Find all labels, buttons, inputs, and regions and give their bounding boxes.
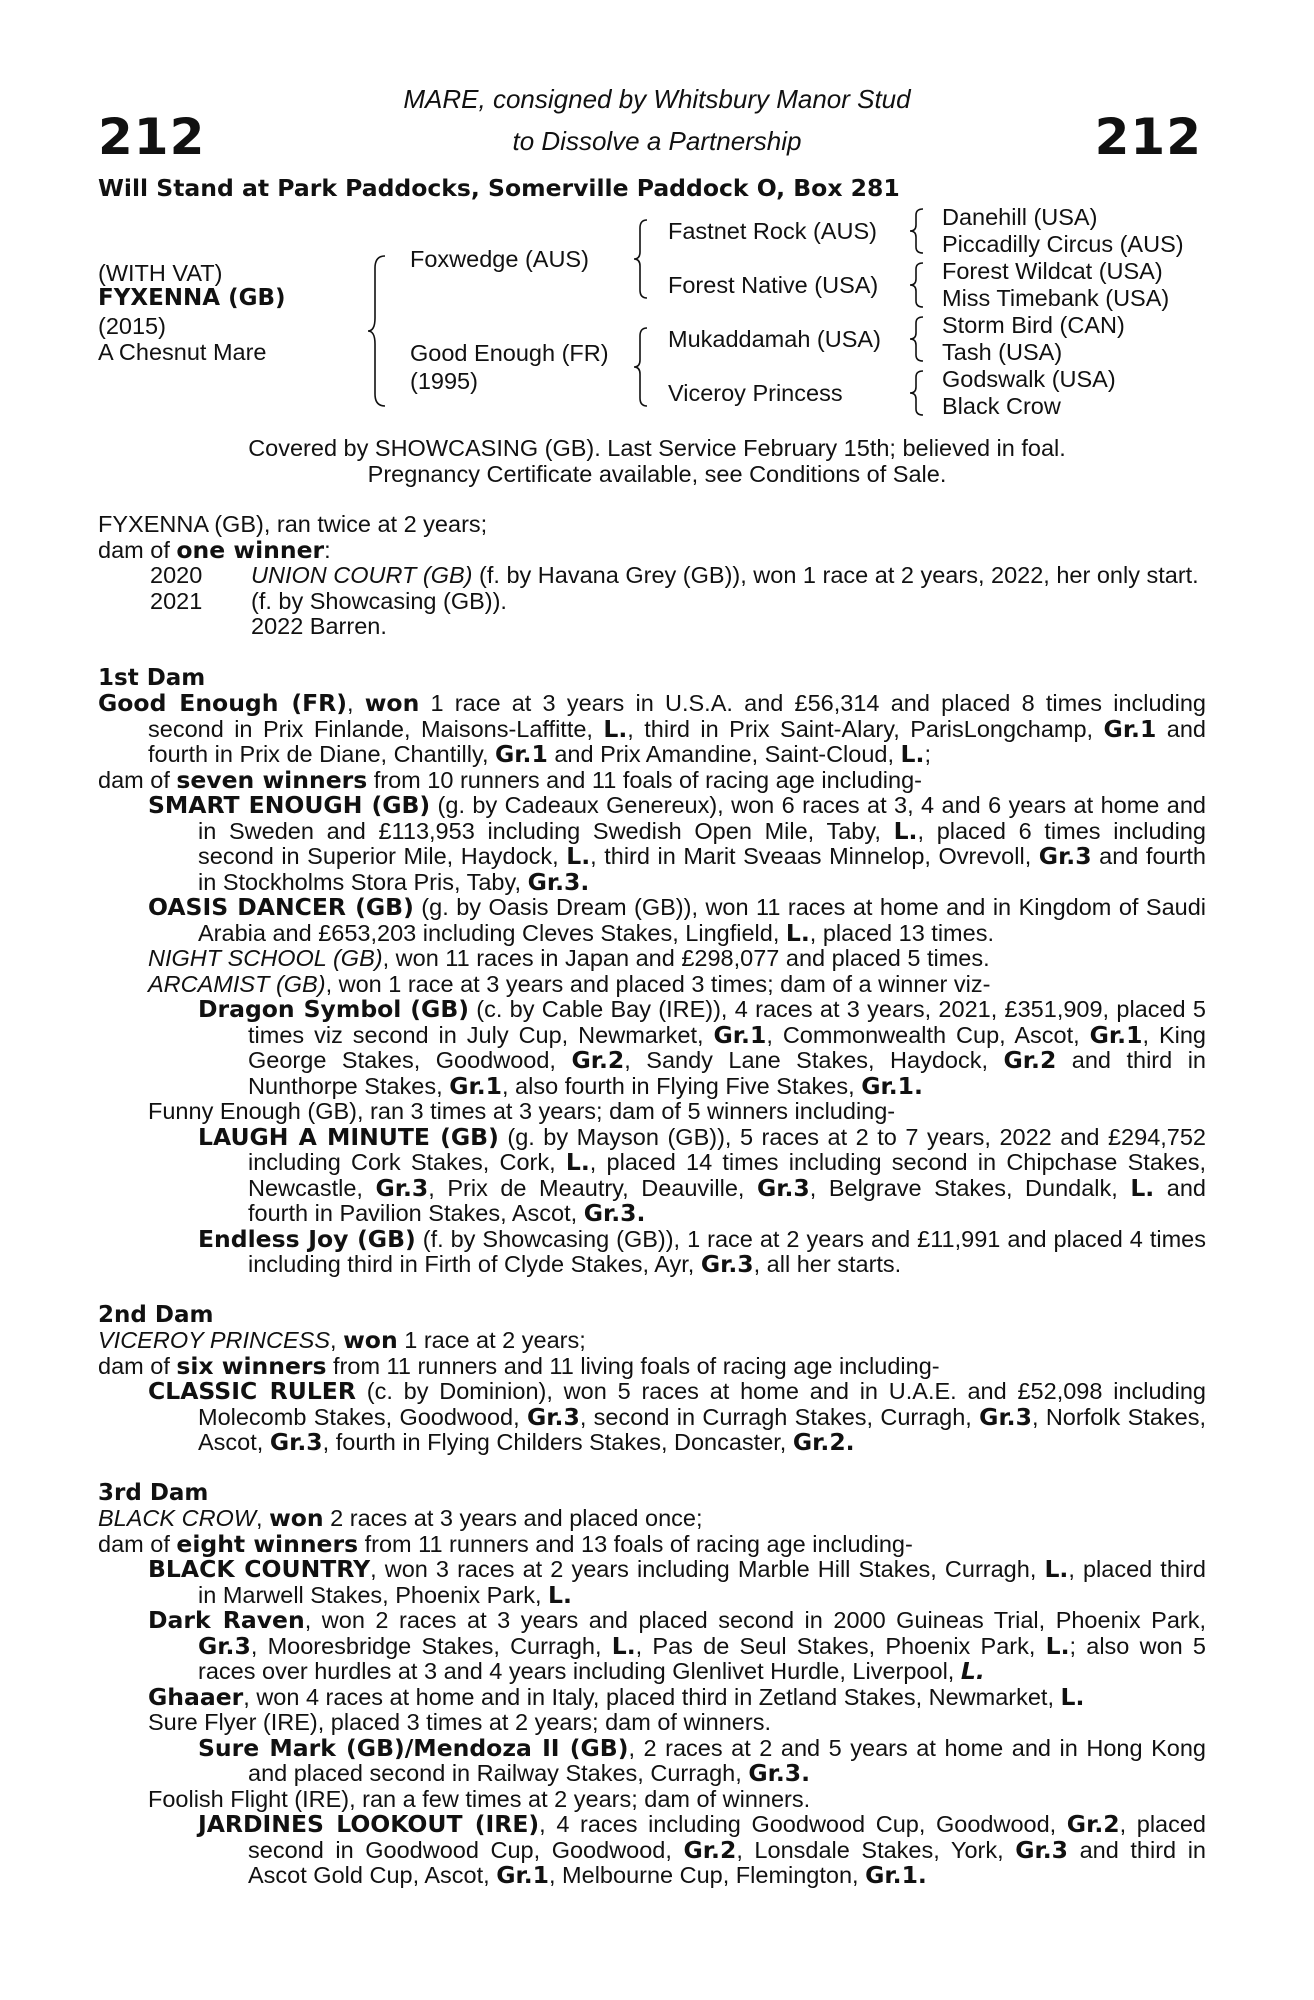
pedigree-brace-g1 — [908, 207, 926, 255]
third-dam-produce: dam of eight winners from 11 runners and 13 foals of racing age including- — [98, 1529, 913, 1558]
pedigree-sire-sire: Fastnet Rock (AUS) — [668, 218, 877, 244]
vat-label: (WITH VAT) — [98, 260, 223, 286]
record-dam-of: dam of one winner: — [98, 535, 331, 564]
progeny-ghaaer: Ghaaer, won 4 races at home and in Italy, placed third in Zetland Stakes, Newmarket, L. — [148, 1682, 1085, 1711]
foal-year: 2020 — [150, 562, 203, 588]
pregnancy-line: Pregnancy Certificate available, see Conditions of Sale. — [367, 461, 947, 487]
consignor-line-2: to Dissolve a Partnership — [512, 126, 802, 156]
horse-name: FYXENNA (GB) — [98, 285, 286, 311]
horse-year: (2015) — [98, 313, 166, 339]
consignor-line: MARE, consigned by Whitsbury Manor Stud — [403, 84, 911, 114]
pedigree-brace-g2 — [908, 261, 926, 309]
pedigree-g-8: Black Crow — [942, 393, 1061, 419]
covered-line: Covered by SHOWCASING (GB). Last Service February 15th; believed in foal. — [248, 435, 1066, 461]
progeny-sure-flyer: Sure Flyer (IRE), placed 3 times at 2 years; dam of winners. — [148, 1709, 771, 1735]
first-dam-heading: 1st Dam — [98, 664, 206, 691]
progeny-smart-enough: SMART ENOUGH (GB) (g. by Cadeaux Genereux), won 6 races at 3, 4 and 6 years at home and in Sweden and £113,953 including Swedish Open Mile, Taby, L., placed 6 times including second in Superior Mile, Haydock, L., third in Marit Sveaas Minnelop, Ovrevoll, Gr.3 and fourth in Stockholms Stora Pris, Taby, Gr.3. — [148, 791, 1207, 896]
progeny-jardines-lookout: JARDINES LOOKOUT (IRE), 4 races including Goodwood Cup, Goodwood, Gr.2, placed second in Goodwood Cup, Goodwood, Gr.2, Lonsdale Stakes, York, Gr.3 and third in Ascot Gold Cup, Ascot, Gr.1, Melbourne Cup, Flemington, Gr.1. — [198, 1810, 1207, 1889]
pedigree-brace-sire — [632, 218, 650, 300]
progeny-laugh-a-minute: LAUGH A MINUTE (GB) (g. by Mayson (GB)), 5 races at 2 to 7 years, 2022 and £294,752 including Cork Stakes, Cork, L., placed 14 times including second in Chipchase Stakes, Newcastle, Gr.3, Prix de Meautry, Deauville, Gr.3, Belgrave Stakes, Dundalk, L. and fourth in Pavilion Stakes, Ascot, Gr.3. — [198, 1122, 1207, 1227]
produce-record — [98, 512, 1206, 1889]
first-dam-record: Good Enough (FR), won 1 race at 3 years in U.S.A. and £56,314 and placed 8 times including second in Prix Finlande, Maisons-Laffitte, L., third in Prix Saint-Alary, ParisLongchamp, Gr.1 and fourth in Prix de Diane, Chantilly, Gr.1 and Prix Amandine, Saint-Cloud, L.; — [98, 689, 1206, 768]
horse-description: A Chesnut Mare — [98, 339, 267, 365]
pedigree-dam-year: (1995) — [410, 368, 478, 394]
foal-entry: 2020 UNION COURT (GB) (f. by Havana Grey (GB)), won 1 race at 2 years, 2022, her only start. — [150, 562, 1199, 588]
third-dam-heading: 3rd Dam — [98, 1479, 209, 1506]
first-dam-produce: dam of seven winners from 10 runners and 11 foals of racing age including- — [98, 765, 922, 794]
second-dam-heading: 2nd Dam — [98, 1301, 214, 1328]
pedigree-g-4: Miss Timebank (USA) — [942, 285, 1170, 311]
progeny-classic-ruler: CLASSIC RULER (c. by Dominion), won 5 races at home and in U.A.E. and £52,098 including Molecomb Stakes, Goodwood, Gr.3, second in Curragh Stakes, Curragh, Gr.3, Norfolk Stakes, Ascot, Gr.3, fourth in Flying Childers Stakes, Doncaster, Gr.2. — [148, 1377, 1206, 1456]
pedigree-brace-dam — [632, 326, 650, 408]
stand-location: Will Stand at Park Paddocks, Somerville Paddock O, Box 281 — [98, 174, 900, 202]
pedigree-brace-main — [366, 254, 388, 408]
lot-number-left: 212 — [98, 108, 206, 166]
pedigree-brace-g4 — [908, 369, 926, 417]
pedigree-sire-dam: Forest Native (USA) — [668, 272, 879, 298]
record-intro: FYXENNA (GB), ran twice at 2 years; — [98, 511, 488, 537]
progeny-black-country: BLACK COUNTRY, won 3 races at 2 years including Marble Hill Stakes, Curragh, L., placed third in Marwell Stakes, Phoenix Park, L. — [148, 1555, 1207, 1609]
progeny-dark-raven: Dark Raven, won 2 races at 3 years and placed second in 2000 Guineas Trial, Phoenix Park, Gr.3, Mooresbridge Stakes, Curragh, L., Pas de Seul Stakes, Phoenix Park, L.; also won 5 races over hurdles at 3 and 4 years including Glenlivet Hurdle, Liverpool, L. — [148, 1606, 1207, 1685]
second-dam-produce: dam of six winners from 11 runners and 11 living foals of racing age including- — [98, 1351, 940, 1380]
pedigree-dam-sire: Mukaddamah (USA) — [668, 326, 881, 352]
foal-year: 2021 — [150, 587, 203, 614]
foal-name: UNION COURT (GB) — [251, 562, 473, 588]
pedigree-g-2: Piccadilly Circus (AUS) — [942, 231, 1184, 257]
pedigree-g-6: Tash (USA) — [942, 339, 1063, 365]
pedigree-g-3: Forest Wildcat (USA) — [942, 258, 1163, 284]
progeny-dragon-symbol: Dragon Symbol (GB) (c. by Cable Bay (IRE)), 4 races at 3 years, 2021, £351,909, placed 5 times viz second in July Cup, Newmarket, Gr.1, Commonwealth Cup, Ascot, Gr.1, King George Stakes, Goodwood, Gr.2, Sandy Lane Stakes, Haydock, Gr.2 and third in Nunthorpe Stakes, Gr.1, also fourth in Flying Five Stakes, Gr.1. — [198, 995, 1206, 1100]
progeny-oasis-dancer: OASIS DANCER (GB) (g. by Oasis Dream (GB)), won 11 races at home and in Kingdom of Saudi Arabia and £653,203 including Cleves Stakes, Lingfield, L., placed 13 times. — [148, 893, 1206, 947]
pedigree-g-7: Godswalk (USA) — [942, 366, 1116, 392]
progeny-endless-joy: Endless Joy (GB) (f. by Showcasing (GB)), 1 race at 2 years and £11,991 and placed 4 times including third in Firth of Clyde Stakes, Ayr, Gr.3, all her starts. — [198, 1224, 1206, 1278]
pedigree-g-5: Storm Bird (CAN) — [942, 312, 1125, 338]
progeny-arcamist: ARCAMIST (GB), won 1 race at 3 years and placed 3 times; dam of a winner viz- — [148, 970, 991, 997]
second-dam-record: VICEROY PRINCESS, won 1 race at 2 years; — [98, 1326, 586, 1354]
foal-entry: 2021 (f. by Showcasing (GB)). — [150, 587, 507, 614]
pedigree-g-1: Danehill (USA) — [942, 204, 1098, 230]
pedigree-sire: Foxwedge (AUS) — [410, 246, 589, 272]
lot-number-right: 212 — [1094, 108, 1202, 166]
progeny-sure-mark: Sure Mark (GB)/Mendoza II (GB), 2 races at 2 and 5 years at home and in Hong Kong and placed second in Railway Stakes, Curragh, Gr.3. — [198, 1733, 1206, 1787]
progeny-funny-enough: Funny Enough (GB), ran 3 times at 3 years; dam of 5 winners including- — [148, 1098, 896, 1124]
pedigree-dam: Good Enough (FR) — [410, 340, 609, 366]
progeny-foolish-flight: Foolish Flight (IRE), ran a few times at 2 years; dam of winners. — [148, 1785, 811, 1812]
pedigree-dam-dam: Viceroy Princess — [668, 380, 843, 406]
progeny-night-school: NIGHT SCHOOL (GB), won 11 races in Japan and £298,077 and placed 5 times. — [148, 945, 990, 971]
barren-note: 2022 Barren. — [251, 613, 387, 639]
pedigree-brace-g3 — [908, 315, 926, 363]
third-dam-record: BLACK CROW, won 2 races at 3 years and placed once; — [98, 1504, 703, 1532]
